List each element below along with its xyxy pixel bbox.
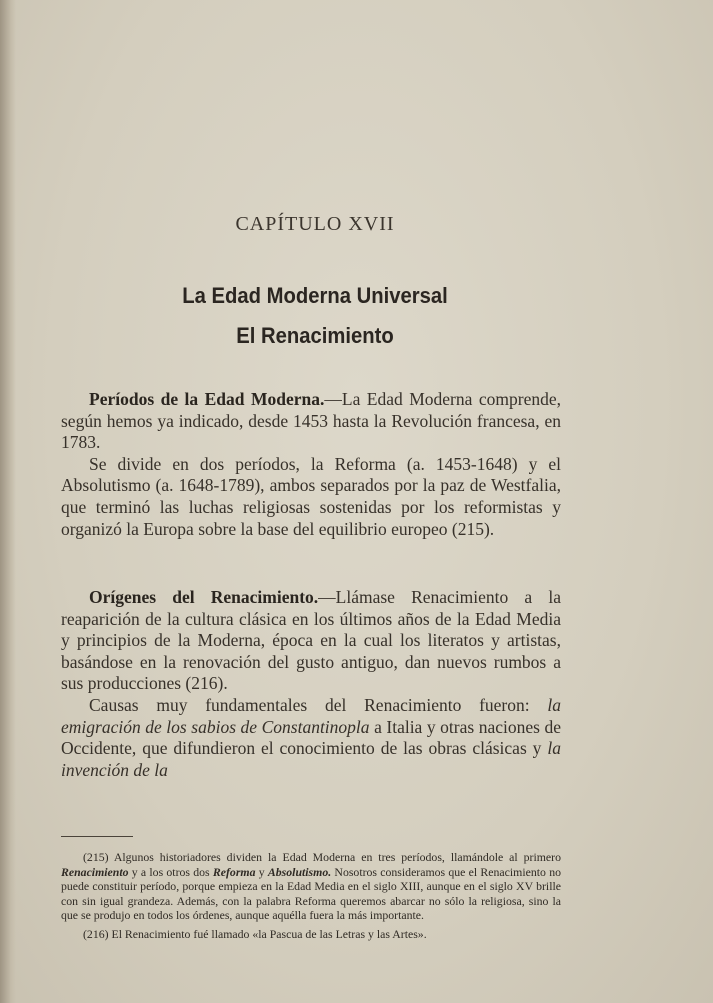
footnote-216: (216) El Renacimiento fué llamado «la Pascua de las Letras y las Artes». [83, 926, 427, 941]
footnotes [61, 850, 561, 946]
footnote-divider [61, 836, 133, 837]
section-heading: Períodos de la Edad Moderna. [89, 389, 325, 409]
footnote-text: (215) Algunos historiadores dividen la Edad Moderna en tres períodos, llamándole al primero [83, 850, 561, 864]
emphasis: la emigración de los sabios de Constantinopla [61, 694, 561, 737]
chapter-subtitle: El Renacimiento [236, 323, 394, 348]
footnote-215 [61, 850, 561, 923]
paragraph-text: —Llámase Renacimiento a la reaparición de la cultura clásica en los últimos años de la Edad Media y principios de la Moderna, época en la cual los literatos y artistas, basándose en la renovación del gusto antiguo, dan nuevos rumbos a sus producciones (216). [61, 587, 561, 694]
paragraph [61, 389, 561, 454]
emphasis: Absolutismo. [267, 864, 332, 879]
section-periodos [61, 389, 561, 540]
paragraph [61, 587, 561, 695]
emphasis: la invención de la [61, 738, 561, 780]
chapter-title: La Edad Moderna Universal [182, 283, 448, 308]
paragraph: Se divide en dos períodos, la Reforma (a. 1453-1648) y el Absolutismo (a. 1648-1789), ambos separados por la paz de Westfalia, que terminó las luchas religiosas sostenidas por los reformistas y organizó la Europa sobre la base del equilibrio europeo (215). [61, 453, 561, 539]
emphasis: Reforma [212, 864, 256, 879]
footnote-text: y [255, 864, 268, 879]
paragraph-text: —La Edad Moderna comprende, según hemos ya indicado, desde 1453 hasta la Revolución francesa, en 1783. [61, 389, 561, 453]
paragraph-text: Causas muy fundamentales del Renacimiento fueron: [89, 694, 548, 715]
paragraph [61, 695, 561, 781]
chapter-heading: CAPÍTULO XVII [235, 213, 395, 235]
paragraph-text: a Italia y otras naciones de Occidente, que difundieron el conocimiento de las obras clásicas y [61, 716, 561, 759]
footnote-text: Nosotros consideramos que el Renacimiento no puede constituir período, porque empieza en la Edad Media en el siglo XIII, aunque en el siglo XV brille con sin igual grandeza. Además, con la palabra Reforma queremos abarcar no sólo la religiosa, sino la que se produjo en todos los órdenes, aunque aquélla fuera la más importante. [61, 864, 561, 923]
section-heading: Orígenes del Renacimiento. [89, 587, 319, 607]
page-binding-edge [0, 0, 16, 1003]
emphasis: Renacimiento [61, 864, 129, 879]
section-origenes [61, 587, 561, 781]
footnote-text: y a los otros dos [128, 864, 213, 879]
